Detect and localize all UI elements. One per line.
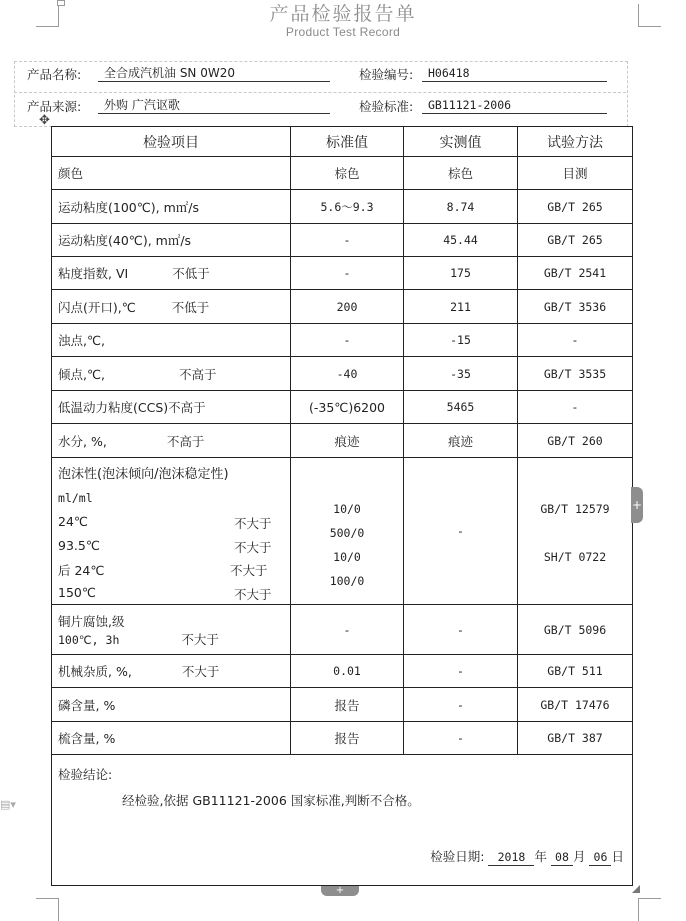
test-standard-field[interactable]: GB11121-2006: [422, 96, 607, 114]
header-actual: 实测值: [404, 127, 518, 157]
cell-method[interactable]: GB/T 265: [518, 224, 633, 257]
cell-standard[interactable]: -40: [291, 357, 404, 391]
date-year[interactable]: 2018: [488, 849, 534, 866]
cell-method[interactable]: -: [518, 324, 633, 357]
table-row: [52, 190, 633, 224]
cell-standard[interactable]: 5.6～9.3: [291, 190, 404, 224]
header-standard: 标准值: [291, 127, 404, 157]
cell-item[interactable]: 运动粘度(40℃), m㎡/s: [52, 224, 291, 257]
cell-item[interactable]: 泡沫性(泡沫倾向/泡沫稳定性) ml/ml 24℃ 不大于 93.5℃ 不大于 后 24℃ 不大于 150℃ 不大于: [52, 458, 291, 605]
cell-standard[interactable]: -: [291, 605, 404, 655]
cell-item[interactable]: 磷含量, %: [52, 688, 291, 722]
table-row: [52, 391, 633, 424]
report-title: [0, 2, 686, 39]
cell-standard[interactable]: -: [291, 257, 404, 290]
test-no-field[interactable]: H06418: [422, 64, 607, 82]
cell-item[interactable]: 梳含量, %: [52, 722, 291, 755]
table-resize-icon[interactable]: [632, 885, 640, 893]
cell-item[interactable]: 浊点,℃,: [52, 324, 291, 357]
cell-actual[interactable]: 45.44: [404, 224, 518, 257]
cell-actual[interactable]: -: [404, 688, 518, 722]
cell-actual[interactable]: 8.74: [404, 190, 518, 224]
cell-item[interactable]: 颜色: [52, 157, 291, 190]
cell-item[interactable]: 铜片腐蚀,级 100℃, 3h 不大于: [52, 605, 291, 655]
table-row: [52, 157, 633, 190]
cell-method[interactable]: GB/T 511: [518, 655, 633, 688]
cell-method[interactable]: GB/T 387: [518, 722, 633, 755]
report-table: [51, 126, 633, 886]
date-label: 检验日期:: [430, 849, 485, 864]
table-row: [52, 655, 633, 688]
table-row: [52, 357, 633, 391]
add-column-icon[interactable]: +: [631, 487, 643, 523]
cell-method[interactable]: GB/T 2541: [518, 257, 633, 290]
cell-method[interactable]: GB/T 3536: [518, 290, 633, 324]
info-divider: [14, 92, 626, 93]
table-row: [52, 290, 633, 324]
cell-standard[interactable]: 10/0 500/0 10/0 100/0: [291, 458, 404, 605]
header-item: 检验项目: [52, 127, 291, 157]
product-source-field[interactable]: 外购 广汽讴歌: [98, 96, 330, 114]
cell-item[interactable]: 机械杂质, %, 不大于: [52, 655, 291, 688]
cell-actual[interactable]: -: [404, 655, 518, 688]
cell-actual[interactable]: 211: [404, 290, 518, 324]
table-row-foam: [52, 458, 633, 605]
add-row-icon[interactable]: +: [321, 886, 359, 896]
cell-actual[interactable]: -: [404, 605, 518, 655]
cell-standard[interactable]: 报告: [291, 688, 404, 722]
table-row-copper: [52, 605, 633, 655]
page-corner-mark: [638, 898, 661, 921]
cell-standard[interactable]: 0.01: [291, 655, 404, 688]
cell-item[interactable]: 倾点,℃, 不高于: [52, 357, 291, 391]
cell-standard[interactable]: 棕色: [291, 157, 404, 190]
cell-method[interactable]: GB/T 3535: [518, 357, 633, 391]
date-day[interactable]: 06: [589, 849, 611, 866]
cell-actual[interactable]: -: [404, 458, 518, 605]
cell-actual[interactable]: -: [404, 722, 518, 755]
cell-standard[interactable]: 痕迹: [291, 424, 404, 458]
conclusion-cell[interactable]: [52, 755, 633, 886]
product-name-field[interactable]: 全合成汽机油 SN 0W20: [98, 64, 330, 82]
cell-item[interactable]: 水分, %, 不高于: [52, 424, 291, 458]
cell-item[interactable]: 运动粘度(100℃), m㎡/s: [52, 190, 291, 224]
cell-actual[interactable]: -35: [404, 357, 518, 391]
cell-method[interactable]: GB/T 12579 SH/T 0722: [518, 458, 633, 605]
cell-method[interactable]: GB/T 5096: [518, 605, 633, 655]
cell-item[interactable]: 粘度指数, VI 不低于: [52, 257, 291, 290]
move-table-icon[interactable]: ✥: [39, 113, 50, 128]
table-row: [52, 224, 633, 257]
table-row: [52, 257, 633, 290]
test-no-label: 检验编号:: [359, 67, 414, 82]
table-row: [52, 324, 633, 357]
test-standard-label: 检验标准:: [359, 99, 414, 114]
cell-actual[interactable]: 5465: [404, 391, 518, 424]
cell-method[interactable]: GB/T 260: [518, 424, 633, 458]
table-row: [52, 424, 633, 458]
cell-method[interactable]: GB/T 265: [518, 190, 633, 224]
conclusion-text: 经检验,依据 GB11121-2006 国家标准,判断不合格。: [122, 793, 420, 808]
table-header-row: [52, 127, 633, 157]
cell-standard[interactable]: -: [291, 324, 404, 357]
cell-actual[interactable]: 175: [404, 257, 518, 290]
table-row: [52, 722, 633, 755]
title-english: Product Test Record: [285, 25, 401, 39]
cell-method[interactable]: GB/T 17476: [518, 688, 633, 722]
cell-actual[interactable]: 痕迹: [404, 424, 518, 458]
layout-options-icon[interactable]: ▤▾: [0, 798, 16, 811]
title-chinese: 产品检验报告单: [269, 3, 417, 25]
product-source-label: 产品来源:: [27, 99, 82, 114]
cell-standard[interactable]: (-35℃)6200: [291, 391, 404, 424]
conclusion-label: 检验结论:: [58, 767, 113, 782]
cell-standard[interactable]: -: [291, 224, 404, 257]
cell-method[interactable]: 目测: [518, 157, 633, 190]
cell-actual[interactable]: 棕色: [404, 157, 518, 190]
cell-item[interactable]: 低温动力粘度(CCS)不高于: [52, 391, 291, 424]
test-date: 检验日期: 2018 年 08 月 06 日: [430, 849, 624, 864]
product-name-label: 产品名称:: [27, 67, 82, 82]
date-month[interactable]: 08: [551, 849, 573, 866]
cell-actual[interactable]: -15: [404, 324, 518, 357]
table-row: [52, 688, 633, 722]
conclusion-row: [52, 755, 633, 886]
header-method: 试验方法: [518, 127, 633, 157]
cell-standard[interactable]: 200: [291, 290, 404, 324]
page-corner-mark: [36, 898, 59, 921]
cell-method[interactable]: -: [518, 391, 633, 424]
cell-item[interactable]: 闪点(开口),℃ 不低于: [52, 290, 291, 324]
cell-standard[interactable]: 报告: [291, 722, 404, 755]
